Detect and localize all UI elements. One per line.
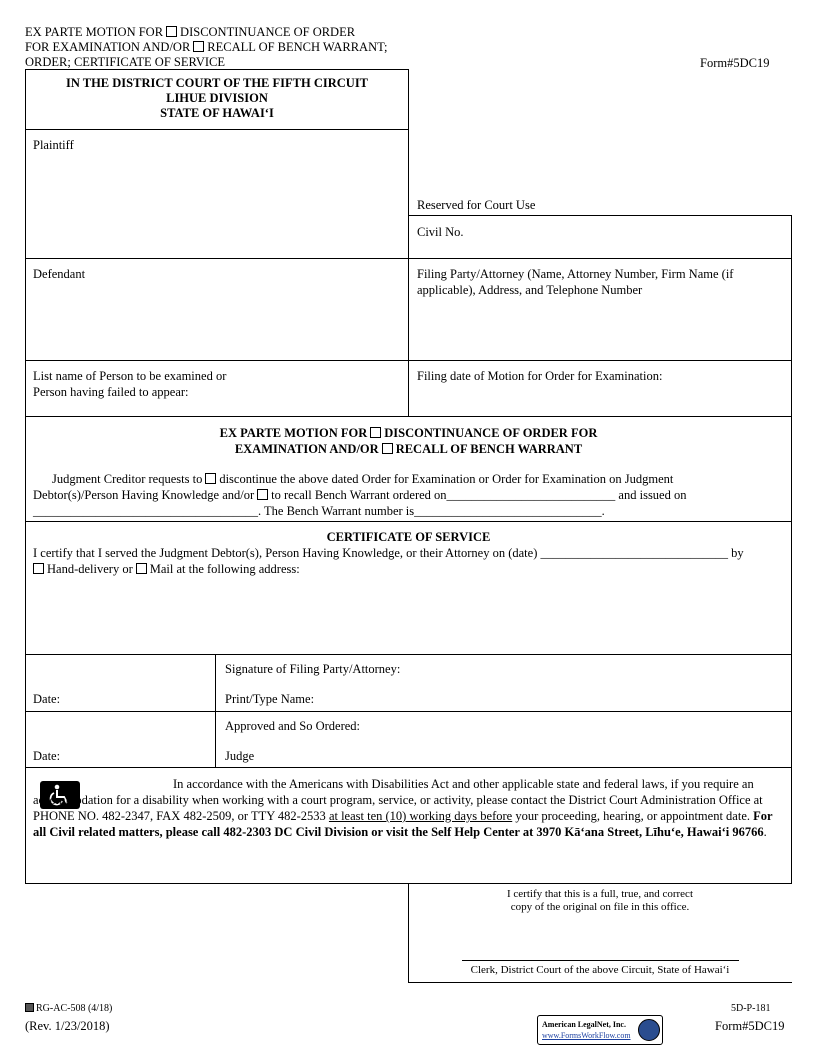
court-line: LIHUE DIVISION — [166, 91, 268, 105]
certificate-line: Mail at the following address: — [149, 562, 300, 576]
motion-heading-text: RECALL OF BENCH WARRANT — [395, 442, 583, 456]
logo-line1: American LegalNet, Inc. — [542, 1020, 626, 1029]
rg-code-text: RG-AC-508 (4/18) — [36, 1003, 113, 1014]
printer-icon — [25, 1003, 34, 1012]
title-text: DISCONTINUANCE OF ORDER — [180, 25, 356, 39]
form-number: Form#5DC19 — [700, 56, 770, 70]
title-text: FOR EXAMINATION AND/OR — [25, 40, 191, 54]
motion-heading-text: DISCONTINUANCE OF ORDER FOR — [384, 426, 598, 440]
motion-heading-text: EX PARTE MOTION FOR — [219, 426, 368, 440]
motion-heading — [26, 425, 791, 457]
certificate-line: Hand-delivery or — [47, 562, 133, 576]
title-text: ORDER; CERTIFICATE OF SERVICE — [25, 55, 225, 69]
court-line: IN THE DISTRICT COURT OF THE FIFTH CIRCUIT — [65, 76, 369, 90]
court-heading — [26, 76, 408, 121]
ada-notice — [33, 776, 785, 840]
checkbox-recall-warrant[interactable] — [257, 489, 268, 500]
checkbox-recall-title[interactable] — [193, 41, 204, 52]
ada-bold-text: For all Civil related matters, please call 482-2303 DC Civil Division or visit the Self Help Center at 3970 Kā‘ana Street, Līhu‘e, Hawai‘i 96766 — [33, 809, 773, 839]
revision: (Rev. 1/23/2018) — [25, 1019, 110, 1033]
form-title — [25, 25, 388, 70]
checkbox-mail[interactable] — [136, 563, 147, 574]
court-line: STATE OF HAWAI‘I — [160, 106, 274, 120]
checkbox-discontinuance-title[interactable] — [166, 26, 177, 37]
motion-text: Judgment Creditor requests to — [52, 472, 203, 486]
footer-form-number: Form#5DC19 — [715, 1019, 785, 1033]
motion-text: Debtor(s)/Person Having Knowledge and/or — [33, 488, 255, 502]
motion-heading-text: EXAMINATION AND/OR — [234, 442, 379, 456]
checkbox-recall[interactable] — [382, 443, 393, 454]
clerk-certify — [409, 888, 791, 914]
plaintiff-label: Plaintiff — [33, 138, 74, 152]
checkbox-discontinue[interactable] — [205, 473, 216, 484]
approved-label: Approved and So Ordered: — [225, 719, 361, 733]
certificate-text — [33, 545, 785, 577]
title-text: RECALL OF BENCH WARRANT; — [207, 40, 388, 54]
checkbox-discontinuance[interactable] — [370, 427, 381, 438]
certificate-line: I certify that I served the Judgment Debtor(s), Person Having Knowledge, or their Attorney on (date) ______________________________ by — [33, 546, 744, 560]
date-label[interactable]: Date: — [33, 749, 61, 763]
date-label[interactable]: Date: — [33, 692, 61, 706]
clerk-signature-label: Clerk, District Court of the above Circuit, State of Hawai‘i — [470, 964, 730, 976]
civil-no-field[interactable]: Civil No. — [417, 225, 464, 239]
person-examined-field[interactable]: List name of Person to be examined or Person having failed to appear: — [33, 369, 227, 399]
filing-party-field[interactable]: Filing Party/Attorney (Name, Attorney Number, Firm Name (if applicable), Address, and Telephone Number — [417, 267, 734, 297]
judge-label[interactable]: Judge — [225, 749, 255, 763]
reserved-label: Reserved for Court Use — [417, 198, 536, 212]
ada-text: In accordance with the Americans with Disabilities Act and other applicable state and federal laws, if you require an accommodation for a disability when working with a court program, service, or activity, please contact the District Court Administration Office at PHONE NO. 482-2347, FAX 482-2509, or TTY 482-2533 — [33, 777, 763, 823]
motion-text: ____________________________________. The Bench Warrant number is______________________________. — [33, 504, 605, 518]
ada-text: . — [763, 825, 767, 839]
title-text: EX PARTE MOTION FOR — [25, 25, 164, 39]
footer-code: 5D-P-181 — [731, 1003, 771, 1014]
motion-paragraph — [33, 471, 785, 519]
clerk-certify-line: I certify that this is a full, true, and correct — [506, 888, 693, 900]
checkbox-hand-delivery[interactable] — [33, 563, 44, 574]
globe-icon — [638, 1019, 660, 1041]
logo-line2[interactable]: www.FormsWorkFlow.com — [542, 1031, 631, 1040]
signature-label[interactable]: Signature of Filing Party/Attorney: — [225, 662, 401, 676]
rg-code — [25, 1003, 112, 1014]
motion-text: discontinue the above dated Order for Examination or Order for Examination on Judgment — [219, 472, 674, 486]
print-name-label[interactable]: Print/Type Name: — [225, 692, 315, 706]
filing-date-field[interactable]: Filing date of Motion for Order for Examination: — [417, 369, 663, 383]
ada-text: your proceeding, hearing, or appointment date. — [515, 809, 750, 823]
motion-text: to recall Bench Warrant ordered on___________________________ and issued on — [271, 488, 687, 502]
defendant-label: Defendant — [33, 267, 86, 281]
certificate-heading: CERTIFICATE OF SERVICE — [326, 530, 491, 544]
legalnet-logo[interactable] — [537, 1015, 663, 1045]
ada-underlined: at least ten (10) working days before — [328, 809, 513, 823]
clerk-certify-line: copy of the original on file in this office. — [510, 901, 690, 913]
